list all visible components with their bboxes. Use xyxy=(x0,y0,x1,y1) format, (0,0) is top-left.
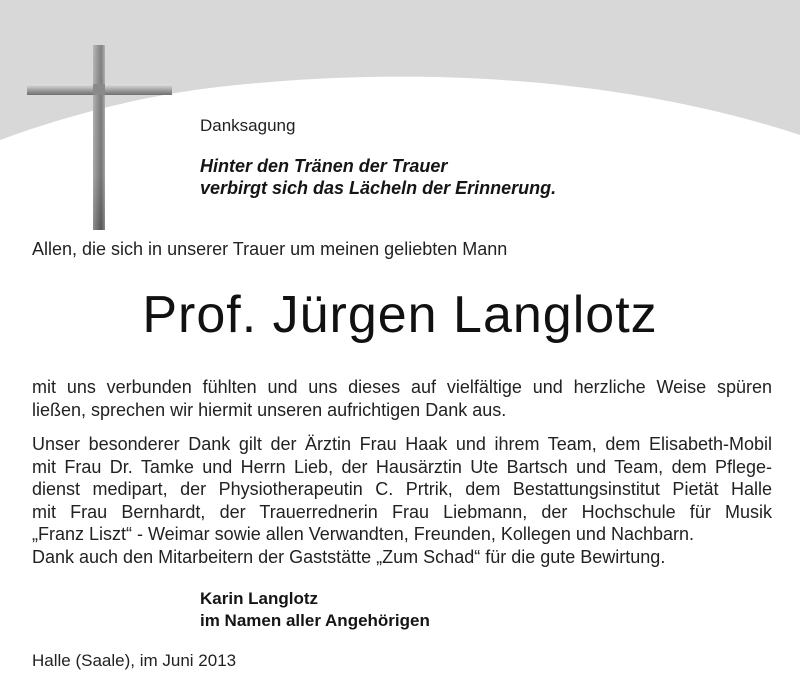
quote-line: Hinter den Tränen der Trauer xyxy=(200,156,448,176)
signature-note: im Namen aller Angehörigen xyxy=(200,611,430,630)
quote-line: verbirgt sich das Lächeln der Erinnerung. xyxy=(200,178,557,198)
cross-icon xyxy=(27,45,172,230)
paragraph-line: Unser besonderer Dank gilt der Ärztin Frau Haak und ihrem Team, dem Elisabeth-Mobil xyxy=(32,434,772,454)
place-date: Halle (Saale), im Juni 2013 xyxy=(32,651,237,670)
paragraph-line: dienst medipart, der Physiotherapeutin C. Prtrik, dem Bestattungsinstitut Pietät Halle xyxy=(32,479,772,499)
deceased-name: Prof. Jürgen Langlotz xyxy=(142,286,658,344)
signature xyxy=(200,588,430,632)
paragraph-line: mit uns verbunden fühlten und uns dieses auf vielfältige und herzliche Weise spüren xyxy=(32,377,772,397)
paragraph-line: Dank auch den Mitarbeitern der Gaststätte „Zum Schad“ für die gute Bewirtung. xyxy=(32,546,666,567)
quote xyxy=(200,155,556,199)
paragraph-line: mit Frau Dr. Tamke und Herrn Lieb, der Hausärztin Ute Bartsch und Team, dem Pflege- xyxy=(32,456,772,477)
special-thanks-paragraph xyxy=(32,433,772,568)
intro-text: Allen, die sich in unserer Trauer um meinen geliebten Mann xyxy=(32,239,508,259)
paragraph-line: „Franz Liszt“ - Weimar sowie allen Verwandten, Freunden, Kollegen und Nachbarn. xyxy=(32,524,695,544)
signature-name: Karin Langlotz xyxy=(200,589,319,608)
paragraph-line: ließen, sprechen wir hiermit unseren aufrichtigen Dank aus. xyxy=(32,399,507,420)
heading-danksagung: Danksagung xyxy=(200,116,296,135)
paragraph-line: mit Frau Bernhardt, der Trauerrednerin Frau Liebmann, der Hochschule für Musik xyxy=(32,501,772,522)
thanks-paragraph xyxy=(32,376,772,421)
